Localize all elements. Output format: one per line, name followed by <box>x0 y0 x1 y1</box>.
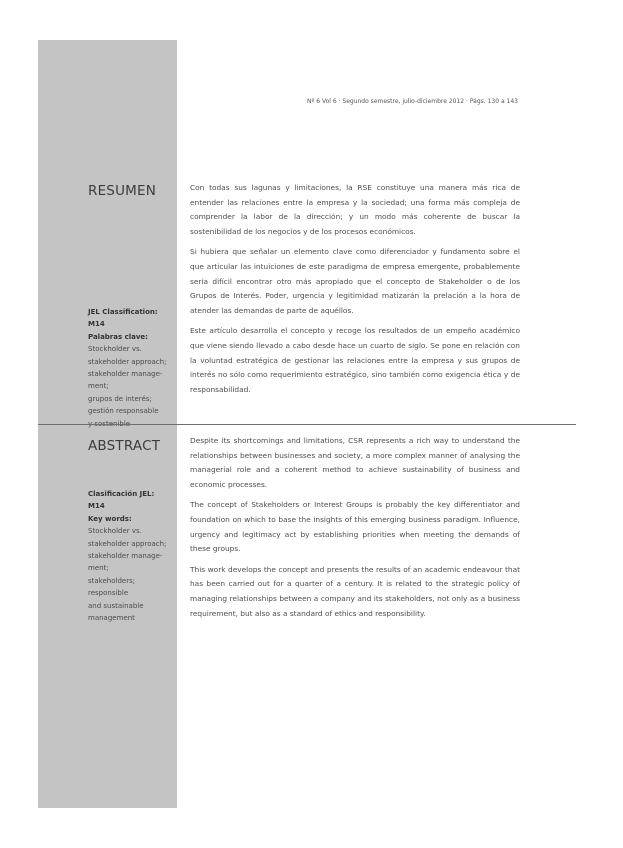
keyword: management <box>88 614 135 623</box>
jel-classification-value: M14 <box>88 502 105 511</box>
keywords-label: Palabras clave: <box>88 332 148 341</box>
resumen-paragraph: Este artículo desarrolla el concepto y recoge los resultados de un empeño académico que viene siendo llevado a cabo desde hace un cuarto de siglo. Se pone en relación con la voluntad estratégica de gestionar las relaciones entre la empresa y sus grupos de interés no sólo como requerimiento estratégico, sino también como exigencia ética y de responsabilidad. <box>190 326 520 394</box>
abstract-paragraph: The concept of Stakeholders or Interest Groups is probably the key differentiator and foundation on which to base the insights of this emerging business paradigm. Influence, urgency and legitimacy act by establishing priorities when meeting the demands of these groups. <box>190 500 520 554</box>
keyword: and sustainable <box>88 601 144 610</box>
keyword: stakeholder manage- <box>88 552 163 561</box>
keyword: stakeholder approach; <box>88 357 167 366</box>
keyword: responsible <box>88 589 129 598</box>
keyword: stakeholder manage- <box>88 370 163 379</box>
keyword: ment; <box>88 564 109 573</box>
keyword: Stockholder vs. <box>88 345 142 354</box>
keyword: stakeholder approach; <box>88 539 167 548</box>
abstract-title: ABSTRACT <box>88 438 161 454</box>
jel-classification-label: Clasificación JEL: <box>88 490 155 498</box>
resumen-paragraph: Si hubiera que señalar un elemento clave como diferenciador y fundamento sobre el que articular las intuiciones de este paradigma de empresa emergente, probablemente sería difícil encontrar otro más apropiado que el concepto de Stakeholder o de los Grupos de Interés. Poder, urgencia y legitimidad matizarán la prelación a la hora de atender las demandas de parte de aquéllos. <box>190 247 520 315</box>
keyword: Stockholder vs. <box>88 527 142 536</box>
resumen-paragraph: Con todas sus lagunas y limitaciones, la RSE constituye una manera más rica de entender las relaciones entre la empresa y la sociedad; una forma más compleja de comprender la labor de la dirección; y un modo más coherente de buscar la sostenibilidad de los negocios y de los procesos económicos. <box>190 183 520 236</box>
section-divider <box>38 424 576 425</box>
abstract-paragraph: This work develops the concept and presents the results of an academic endeavour that has been carried out for a quarter of a century. It is related to the strategic policy of managing relationships between a company and its stakeholders, not only as a business requirement, but also as a standard of ethics and responsibility. <box>190 564 520 618</box>
abstract-paragraph: Despite its shortcomings and limitations, CSR represents a rich way to understand the relationships between businesses and society, a more complex manner of analysing the managerial role and a coherent method to achieve sustainability of business and economic processes. <box>190 436 520 489</box>
abstract-body <box>190 434 520 627</box>
jel-classification-value: M14 <box>88 320 105 329</box>
keyword: stakeholders; <box>88 576 136 585</box>
keyword: grupos de interés; <box>88 394 152 403</box>
resumen-body <box>190 181 520 403</box>
running-head: Nº 6 Vol 6 · Segundo semestre, julio-diciembre 2012 · Págs. 130 a 143 <box>307 98 518 105</box>
keyword: gestión responsable <box>88 407 159 416</box>
resumen-meta <box>88 306 174 430</box>
jel-classification-label: JEL Classification: <box>88 308 158 316</box>
keyword: ment; <box>88 382 109 391</box>
abstract-meta <box>88 488 174 624</box>
keywords-label: Key words: <box>88 514 132 523</box>
resumen-title: RESUMEN <box>88 183 157 199</box>
